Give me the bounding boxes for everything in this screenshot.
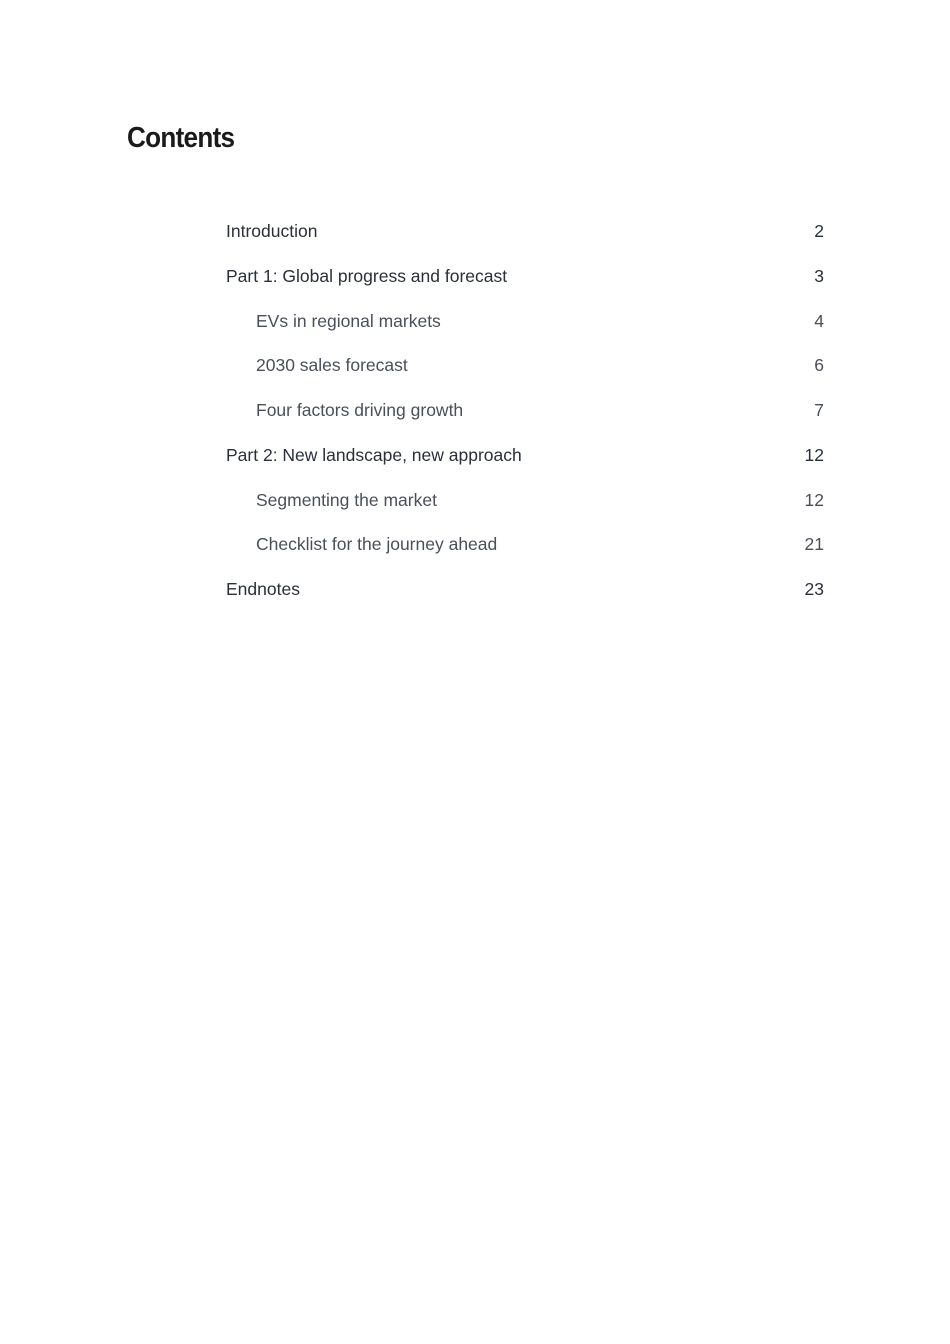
toc-entry-checklist[interactable]: [226, 522, 824, 567]
toc-entry-label: Introduction: [226, 221, 318, 241]
toc-entry-evs-regional-markets[interactable]: [226, 299, 824, 344]
table-of-contents: [226, 209, 824, 612]
toc-entry-label: Part 1: Global progress and forecast: [226, 265, 508, 286]
toc-entry-label: Four factors driving growth: [256, 400, 464, 420]
toc-entry-page-number: 12: [804, 489, 824, 510]
toc-entry-page-number: 21: [804, 534, 824, 555]
toc-entry-four-factors[interactable]: [226, 388, 824, 433]
toc-entry-2030-sales-forecast[interactable]: [226, 343, 824, 388]
toc-entry-page-number: 4: [814, 310, 824, 331]
toc-entry-segmenting-market[interactable]: [226, 478, 824, 523]
toc-entry-page-number: 3: [814, 265, 824, 286]
toc-entry-label: EVs in regional markets: [256, 310, 441, 331]
toc-entry-page-number: 7: [814, 400, 824, 420]
toc-entry-label: Endnotes: [226, 579, 300, 599]
toc-entry-page-number: 2: [814, 221, 824, 241]
toc-entry-page-number: 6: [814, 355, 824, 376]
toc-entry-page-number: 12: [804, 444, 824, 465]
toc-entry-label: Checklist for the journey ahead: [256, 534, 498, 555]
toc-entry-part-2[interactable]: [226, 433, 824, 478]
toc-entry-label: Segmenting the market: [256, 489, 437, 510]
toc-entry-part-1[interactable]: [226, 254, 824, 299]
page-title: Contents: [127, 122, 235, 154]
toc-entry-endnotes[interactable]: [226, 567, 824, 612]
toc-entry-page-number: 23: [804, 579, 824, 599]
toc-entry-label: Part 2: New landscape, new approach: [226, 444, 522, 465]
toc-entry-introduction[interactable]: [226, 209, 824, 254]
toc-entry-label: 2030 sales forecast: [256, 355, 408, 376]
